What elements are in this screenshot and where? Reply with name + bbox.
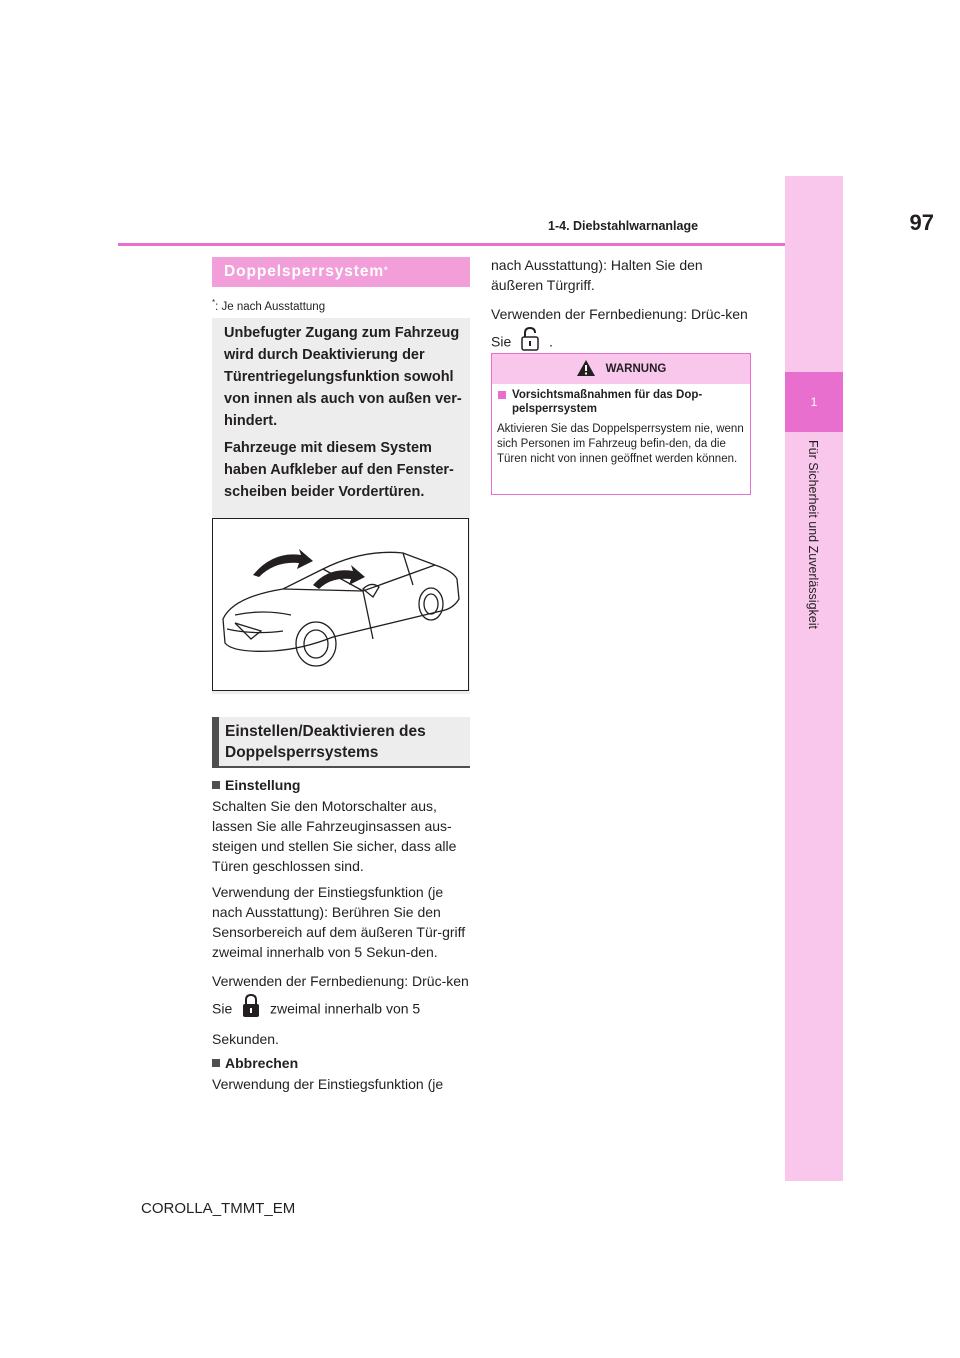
intro-paragraph-2: Fahrzeuge mit diesem System haben Aufkleber auf den Fenster-scheiben beider Vordertüren. — [224, 440, 454, 500]
side-tab — [785, 176, 843, 1181]
intro-paragraph-1: Unbefugter Zugang zum Fahrzeug wird durch Deaktivierung der Türentriegelungsfunktion sowohl von innen als auch von außen ver-hindert. — [224, 325, 462, 429]
warning-text: Aktivieren Sie das Doppelsperrsystem nie, wenn sich Personen im Fahrzeug befin-den, da die Türen nicht von innen geöffnet werden können. — [497, 423, 744, 465]
cancel-text: Verwendung der Einstiegsfunktion (je — [212, 1076, 444, 1092]
setting-paragraph-1: Schalten Sie den Motorschalter aus, lassen Sie alle Fahrzeuginsassen aus-steigen und stellen Sie sicher, dass alle Türen geschlossen sind. — [212, 798, 457, 874]
warning-header: WARNUNG — [492, 354, 750, 384]
setting-text — [212, 796, 470, 1058]
subsection-heading: Einstellen/Deaktivieren des Doppelsperrsystems — [212, 717, 470, 768]
header-rule — [118, 243, 785, 246]
page-number: 97 — [909, 210, 934, 235]
setting-paragraph-3: Verwenden der Fernbedienung: Drüc-ken Sie zweimal innerhalb von 5 Sekunden. — [212, 973, 469, 1047]
cancel-heading: Abbrechen — [212, 1055, 298, 1071]
intro-text — [224, 322, 464, 508]
car-illustration — [212, 518, 469, 691]
chapter-number: 1 — [785, 372, 843, 432]
document-code: COROLLA_TMMT_EM — [141, 1200, 296, 1217]
section-title: 1-4. Diebstahlwarnanlage — [548, 219, 699, 233]
chapter-title: Für Sicherheit und Zuverlässigkeit — [806, 440, 820, 629]
warning-subtitle: Vorsichtsmaßnahmen für das Dop-pelsperrsystem — [492, 384, 750, 416]
warning-box — [491, 353, 751, 495]
bullet-square-icon — [212, 1059, 220, 1067]
continued-paragraph-1: nach Ausstattung): Halten Sie den äußeren Türgriff. — [491, 257, 703, 293]
bullet-square-icon — [498, 391, 506, 399]
section-heading: Doppelsperrsystem * — [212, 257, 470, 287]
warning-triangle-icon — [576, 359, 596, 380]
setting-paragraph-2: Verwendung der Einstiegsfunktion (je nach Ausstattung): Berühren Sie den Sensorbereich auf dem äußeren Tür-griff zweimal innerhalb von 5 Sekun-den. — [212, 884, 466, 960]
continued-text — [491, 255, 751, 365]
continued-paragraph-2: Verwenden der Fernbedienung: Drüc-ken Sie . — [491, 301, 751, 359]
setting-heading: Einstellung — [212, 777, 300, 793]
bullet-square-icon — [212, 781, 220, 789]
lock-icon — [242, 994, 260, 1026]
footnote: *: Je nach Ausstattung — [212, 298, 326, 313]
